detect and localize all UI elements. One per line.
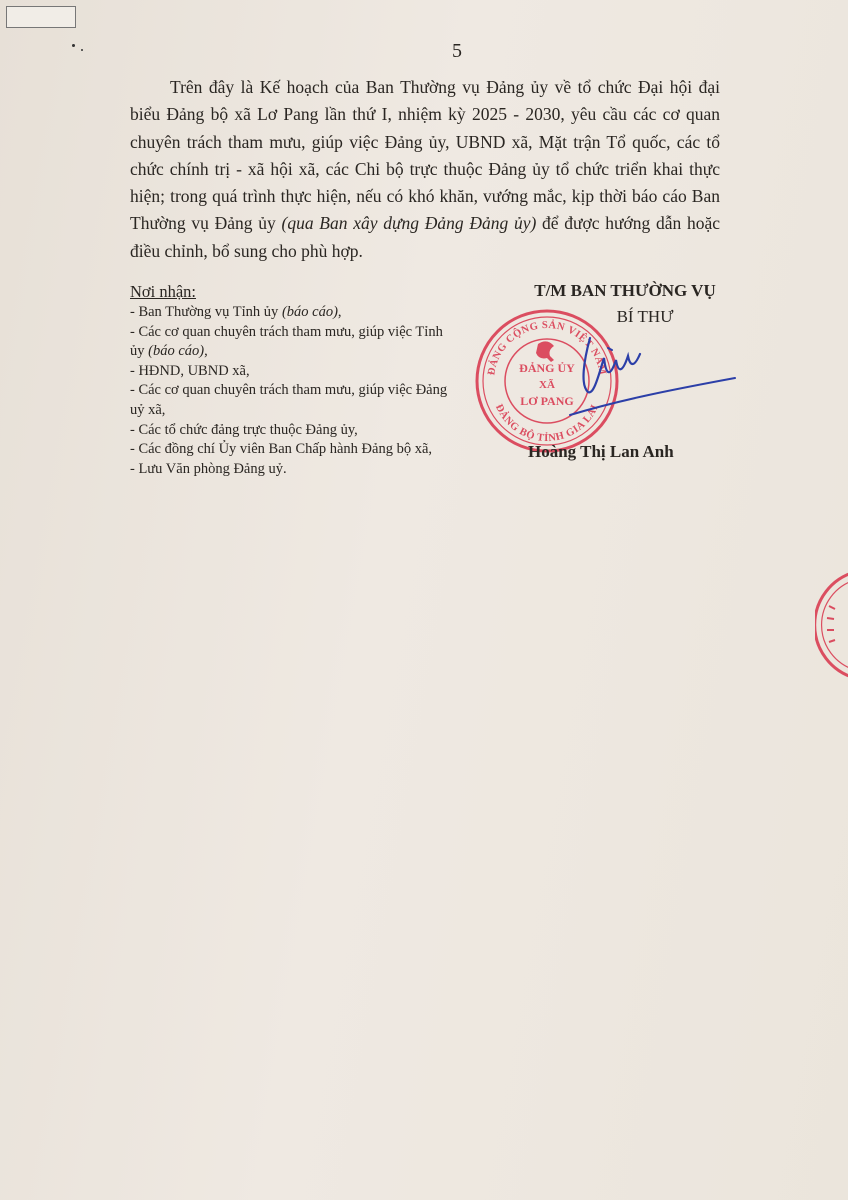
svg-text:ĐẢNG BỘ TỈNH GIA LAI: ĐẢNG BỘ TỈNH GIA LAI [492,402,601,445]
signer-name: Hoàng Thị Lan Anh [528,442,674,461]
recipient-item: - Lưu Văn phòng Đảng uỷ. [130,460,287,477]
recipient-item: - Các đồng chí Ủy viên Ban Chấp hành Đảng bộ xã, [130,441,433,458]
paragraph-italic-note: (qua Ban xây dựng Đảng Đảng ủy) [281,213,537,234]
page-number: 5 [452,40,462,62]
paragraph-end: để được hướng dẫn hoặc điều chỉnh, bổ sung cho phù hợp. [130,213,720,261]
edge-seal-fragment-icon [815,570,848,680]
recipient-item: - Ban Thường vụ Tỉnh ủy (báo cáo), [130,304,342,320]
svg-text:LƠ PANG: LƠ PANG [520,394,574,408]
scan-speck [72,44,75,47]
scan-footer-strip [340,1193,520,1197]
closing-paragraph [130,74,720,265]
signer-organization: T/M BAN THƯỜNG VỤ [534,281,716,300]
recipient-item: - Các cơ quan chuyên trách tham mưu, giúp việc Đảng uỷ xã, [130,382,448,418]
signer-role: BÍ THƯ [616,307,674,326]
svg-text:XÃ: XÃ [539,379,555,391]
paragraph-text: Trên đây là Kế hoạch của Ban Thường vụ Đảng ủy về tổ chức Đại hội đại biểu Đảng bộ xã Lơ Pang lần thứ I, nhiệm kỳ 2025 - 2030, yêu cầu các cơ quan chuyên trách tham mưu, giúp việc Đảng ủy, UBND xã, Mặt trận Tổ quốc, các tổ chức chính trị - xã hội xã, các Chi bộ trực thuộc Đảng ủy tổ chức triển khai thực hiện; trong quá trình thực hiện, nếu có khó khăn, vướng mắc, kịp thời báo cáo Ban Thường vụ Đảng ủy [130,77,720,234]
digital-signature-stamp [6,6,76,28]
svg-text:ĐẢNG CỘNG SẢN VIỆT NAM: ĐẢNG CỘNG SẢN VIỆT NAM [486,319,608,377]
handwritten-signature-icon [560,330,740,420]
recipients-list [130,281,450,479]
recipients-title: Nơi nhận: [130,282,197,301]
scan-speck [81,49,83,51]
recipient-item: - Các cơ quan chuyên trách tham mưu, giúp việc Tỉnh ủy (báo cáo), [130,323,443,360]
recipient-item: - HĐND, UBND xã, [130,362,250,379]
recipient-item: - Các tổ chức đảng trực thuộc Đảng ủy, [130,421,358,438]
svg-text:ĐẢNG ỦY: ĐẢNG ỦY [519,361,575,375]
